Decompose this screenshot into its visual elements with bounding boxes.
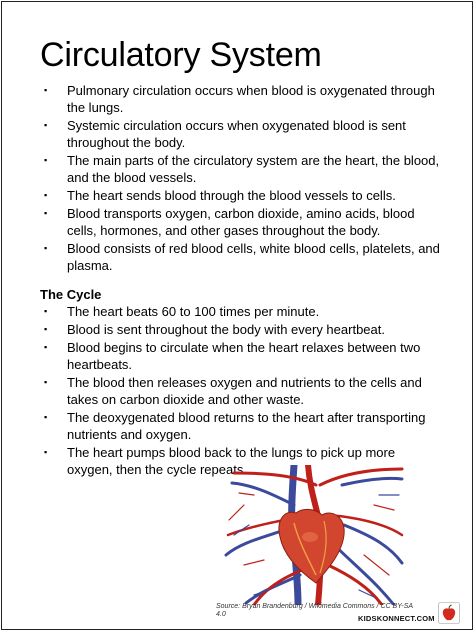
bullet-text: Blood begins to circulate when the heart relaxes between two heartbeats. [67,339,421,372]
bullet-marker: ▪ [44,306,48,316]
bullet-text: The main parts of the circulatory system are the heart, the blood, and the blood vessels. [67,153,440,186]
bullet-marker: ▪ [44,207,48,218]
bullet-text: Blood transports oxygen, carbon dioxide, amino acids, blood cells, hormones, and other gases throughout the body. [67,205,415,238]
bullet-text: The deoxygenated blood returns to the heart after transporting nutrients and oxygen. [67,409,426,442]
bullet-text: Blood consists of red blood cells, white blood cells, platelets, and plasma. [67,240,440,273]
apple-logo-icon [438,602,460,624]
bullet-text: The heart sends blood through the blood vessels to cells. [67,188,396,203]
bullet-marker: ▪ [44,190,48,200]
brand-name: KIDSKONNECT.COM [358,614,435,623]
heart-vessels-illustration [224,465,404,605]
intro-bullet-item [38,187,440,204]
worksheet-page [1,1,473,630]
cycle-bullet-item [38,321,440,338]
intro-bullet-item [38,152,440,186]
intro-bullet-item [38,205,440,239]
section-heading: The Cycle [40,287,102,302]
bullet-text: Systemic circulation occurs when oxygenated blood is sent throughout the body. [67,118,406,151]
cycle-bullet-item [38,409,440,443]
image-credit: Source: Bryan Brandenburg / Wikimedia Commons / CC BY-SA 4.0 [216,603,413,618]
bullet-marker: ▪ [44,242,48,253]
cycle-bullet-item [38,374,440,408]
cycle-bullet-item [38,339,440,373]
bullet-text: The blood then releases oxygen and nutrients to the cells and takes on carbon dioxide and other waste. [67,374,422,407]
bullet-text: Blood is sent throughout the body with every heartbeat. [67,321,385,337]
intro-bullet-item [38,240,440,274]
bullet-marker: ▪ [44,155,48,165]
bullet-text: Pulmonary circulation occurs when blood is oxygenated through the lungs. [67,83,435,116]
bullet-marker: ▪ [44,85,48,95]
bullet-marker: ▪ [44,341,48,352]
intro-bullet-item [38,82,440,116]
intro-bullet-list [38,82,440,275]
bullet-marker: ▪ [44,446,48,457]
intro-bullet-item [38,117,440,151]
cycle-bullet-list [38,303,440,479]
page-title: Circulatory System [40,36,322,74]
bullet-marker: ▪ [44,411,48,422]
bullet-marker: ▪ [44,376,48,387]
cycle-bullet-item [38,303,440,320]
bullet-text: The heart beats 60 to 100 times per minute. [67,304,320,319]
bullet-text: The heart pumps blood back to the lungs to pick up more oxygen, then the cycle repeats. [67,444,396,477]
bullet-marker: ▪ [44,120,48,130]
bullet-marker: ▪ [44,323,48,334]
